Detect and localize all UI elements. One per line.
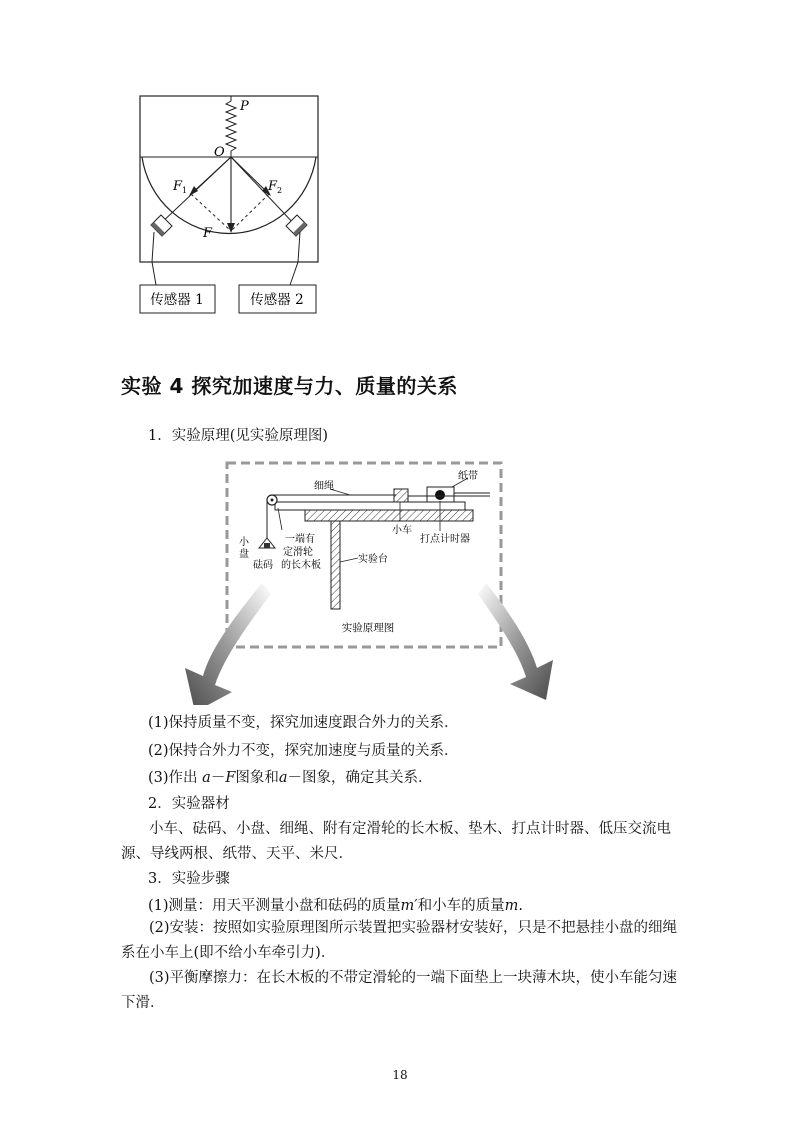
var-f: F (225, 770, 236, 786)
sensor1-label: 传感器 1 (150, 292, 204, 308)
force-diagram-figure (120, 88, 340, 328)
label-f: F (203, 226, 213, 241)
dashed-line-right (231, 194, 269, 231)
label-f2-subscript: 2 (277, 186, 283, 195)
label-cart: 小车 (392, 525, 412, 536)
principle-item-2: (2)保持合外力不变，探究加速度与质量的关系． (148, 743, 459, 759)
timer-disc (435, 490, 445, 500)
label-board-1: 一端有 (285, 534, 315, 545)
leader-line-sensor1 (152, 232, 156, 285)
table-leg (331, 521, 340, 609)
equipment-paragraph: 小车、砝码、小盘、细绳、附有定滑轮的长木板、垫木、打点计时器、低压交流电源、导线两根、纸带、天平、米尺． (121, 821, 671, 862)
label-rope: 细绳 (314, 481, 334, 492)
var-m-prime: m′ (400, 898, 418, 914)
step-1 (148, 896, 523, 916)
step1-mid: 和小车的质量 (417, 898, 505, 914)
step-2: (2)安装：按照如实验原理图所示装置把实验器材安装好，只是不把悬挂小盘的细绳系在小车上(即不给小车牵引力)． (121, 920, 678, 961)
label-board-2: 定滑轮 (283, 547, 313, 558)
spring (226, 96, 236, 157)
label-plate-1: 小 (239, 537, 249, 548)
var-a: a (202, 770, 211, 786)
section-title: 实验 4 探究加速度与力、质量的关系 (121, 374, 458, 398)
principle3-prefix: (3)作出 (148, 770, 198, 786)
cart (394, 489, 408, 502)
arrow-f1 (191, 157, 231, 194)
label-f1-subscript: 1 (182, 186, 188, 195)
item3-heading: 3．实验步骤 (148, 871, 230, 887)
sensor2-label: 传感器 2 (250, 292, 304, 308)
dash-2: － (287, 770, 303, 786)
label-paper-tape: 纸带 (458, 471, 478, 482)
label-experiment-table: 实验台 (358, 554, 388, 565)
principle-item-3 (148, 768, 433, 788)
label-timer: 打点计时器 (420, 534, 470, 545)
svg-text:F2 (267, 179, 282, 195)
label-board-3: 的长木板 (281, 560, 321, 571)
svg-text:F1 (172, 179, 187, 195)
item2-heading: 2．实验器材 (148, 796, 230, 812)
leader-line-sensor2 (290, 232, 300, 285)
page-number: 18 (392, 1068, 408, 1082)
arrow-f1-head (189, 186, 198, 196)
principle3-suffix: 图象，确定其关系． (302, 770, 433, 786)
arrow-f2 (231, 157, 269, 194)
weight (264, 543, 270, 548)
var-m: m (504, 898, 519, 914)
var-a-2: a (278, 770, 288, 786)
label-weight: 砝码 (253, 560, 273, 571)
table-top (305, 510, 473, 521)
label-p: P (240, 99, 249, 114)
step1-prefix: (1)测量：用天平测量小盘和砝码的质量 (148, 898, 401, 914)
label-f1: F (173, 179, 183, 194)
step-3: (3)平衡摩擦力：在长木板的不带定滑轮的一端下面垫上一块薄木块，使小车能匀速下滑． (121, 970, 678, 1011)
label-o: O (214, 145, 225, 160)
dash: － (210, 770, 226, 786)
figure-caption: 实验原理图 (341, 622, 395, 634)
principle-item-1: (1)保持质量不变，探究加速度跟合外力的关系． (148, 715, 459, 731)
principle3-mid: 图象和 (235, 770, 279, 786)
label-f2: F (268, 179, 278, 194)
label-plate-2: 盘 (239, 549, 249, 560)
item1-heading: 1．实验原理(见实验原理图) (148, 428, 329, 444)
experiment-setup-figure (170, 455, 600, 705)
long-board (275, 502, 465, 510)
step1-suffix: . (518, 898, 523, 914)
